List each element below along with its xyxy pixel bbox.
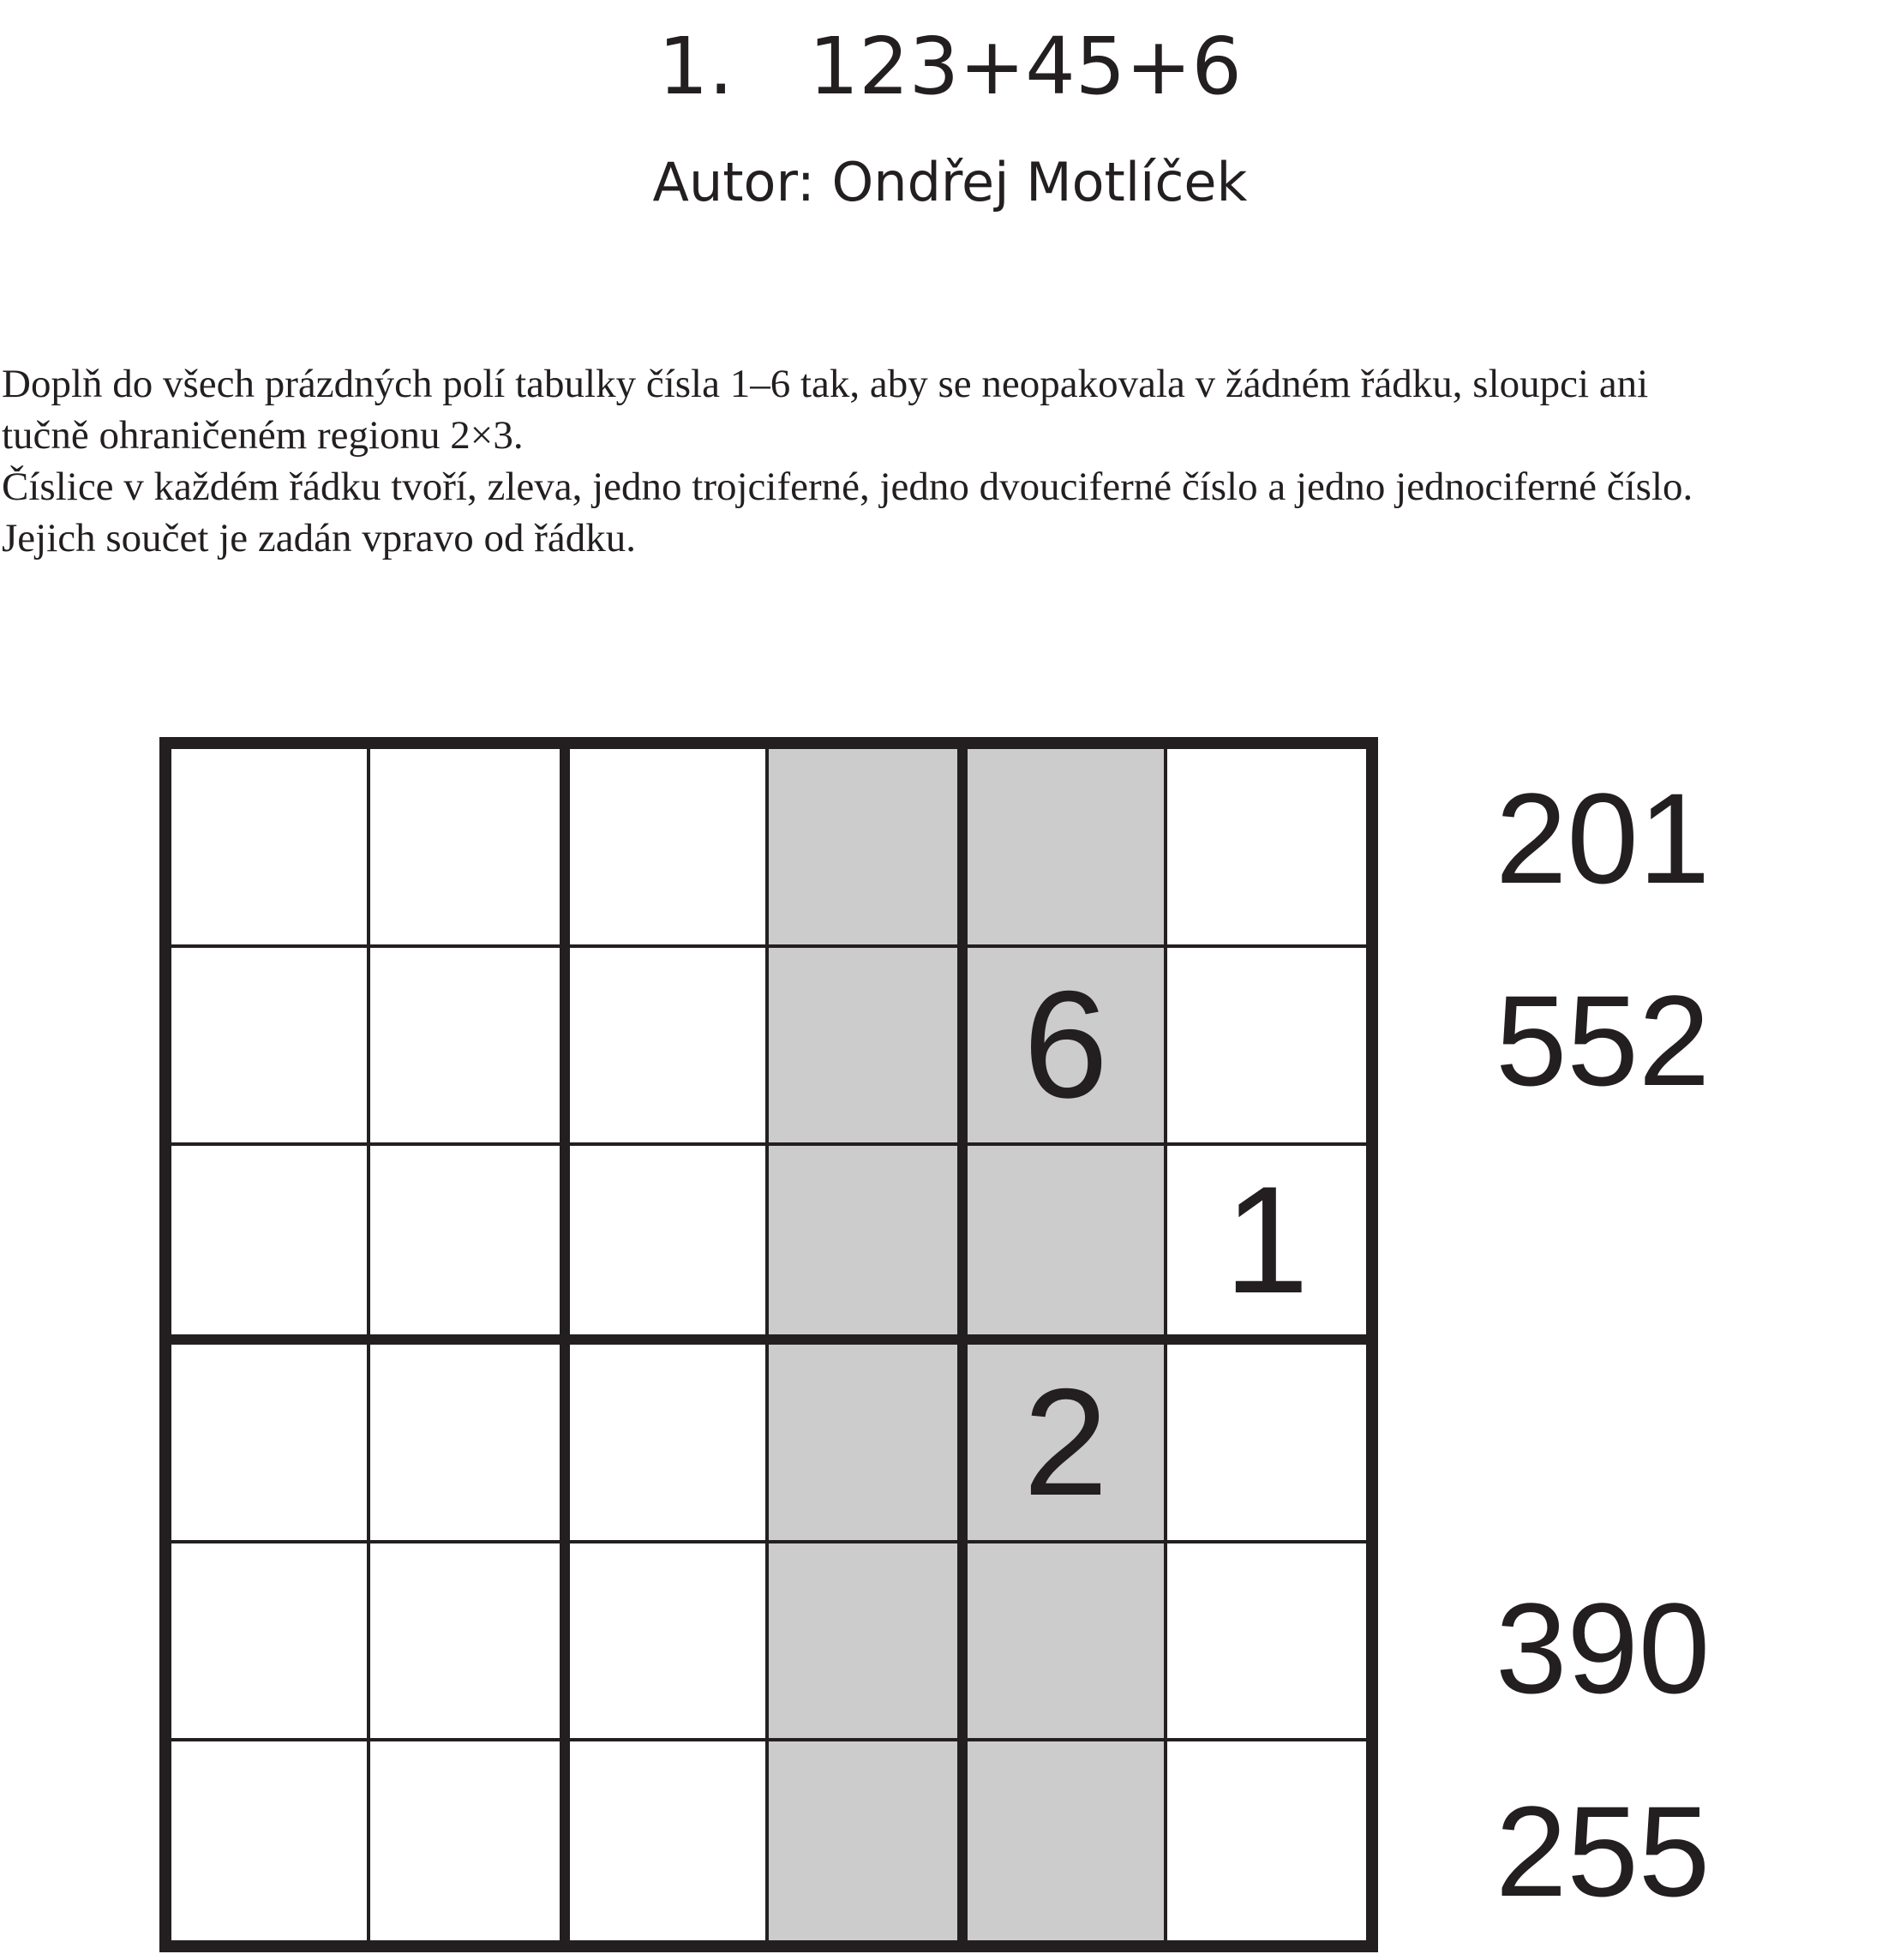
rules-line: tučně ohraničeném regionu 2×3. — [2, 413, 524, 458]
grid-cell-r4-c4[interactable] — [769, 1345, 968, 1543]
row-sum-3 — [1495, 1142, 1838, 1345]
rules-line: Doplň do všech prázdných polí tabulky čísla 1–6 tak, aby se neopakovala v žádném řádku, sloupci ani — [2, 362, 1649, 406]
grid-cell-r4-c1[interactable] — [171, 1345, 370, 1543]
grid-cell-r2-c5[interactable]: 6 — [968, 948, 1166, 1147]
grid-cell-r3-c1[interactable] — [171, 1146, 370, 1345]
grid-cell-r2-c4[interactable] — [769, 948, 968, 1147]
grid-cell-r5-c5[interactable] — [968, 1543, 1166, 1742]
grid-cell-r2-c1[interactable] — [171, 948, 370, 1147]
grid-cell-r3-c3[interactable] — [570, 1146, 769, 1345]
grid-cell-r1-c3[interactable] — [570, 749, 769, 948]
grid-cell-r6-c2[interactable] — [370, 1741, 569, 1940]
grid-cell-r3-c2[interactable] — [370, 1146, 569, 1345]
row-sum-4 — [1495, 1345, 1838, 1547]
grid-cell-r6-c3[interactable] — [570, 1741, 769, 1940]
grid-cell-r5-c2[interactable] — [370, 1543, 569, 1742]
grid-cell-r1-c4[interactable] — [769, 749, 968, 948]
grid-cell-r1-c1[interactable] — [171, 749, 370, 948]
sudoku-grid — [159, 737, 1378, 1952]
row-sum-5: 390 — [1495, 1576, 1711, 1721]
rules-text — [2, 358, 1900, 564]
row-sum-1: 201 — [1495, 766, 1711, 910]
rules-line: Číslice v každém řádku tvoří, zleva, jedno trojciferné, jedno dvouciferné číslo a jedno jednociferné číslo. — [2, 465, 1693, 509]
puzzle-name: 123+45+6 — [808, 21, 1242, 112]
grid-cell-r4-c3[interactable] — [570, 1345, 769, 1543]
grid-cell-r1-c6[interactable] — [1167, 749, 1366, 948]
grid-cell-r3-c6[interactable]: 1 — [1167, 1146, 1366, 1345]
grid-cell-r5-c1[interactable] — [171, 1543, 370, 1742]
puzzle-title — [0, 15, 1900, 118]
rules-line: Jejich součet je zadán vpravo od řádku. — [2, 516, 636, 560]
row-sum-6: 255 — [1495, 1778, 1711, 1923]
grid-cell-r4-c6[interactable] — [1167, 1345, 1366, 1543]
puzzle-author: Autor: Ondřej Motlíček — [652, 151, 1248, 213]
grid-cell-r3-c4[interactable] — [769, 1146, 968, 1345]
grid-cell-r6-c5[interactable] — [968, 1741, 1166, 1940]
grid-cell-r2-c2[interactable] — [370, 948, 569, 1147]
grid-cell-r4-c2[interactable] — [370, 1345, 569, 1543]
grid-cell-r6-c4[interactable] — [769, 1741, 968, 1940]
grid-cell-r3-c5[interactable] — [968, 1146, 1166, 1345]
puzzle-number: 1. — [658, 21, 734, 112]
grid-cell-r2-c3[interactable] — [570, 948, 769, 1147]
grid-cell-r5-c6[interactable] — [1167, 1543, 1366, 1742]
grid-cell-r2-c6[interactable] — [1167, 948, 1366, 1147]
grid-cell-r6-c1[interactable] — [171, 1741, 370, 1940]
row-sums — [1495, 737, 1838, 1952]
grid-cell-r6-c6[interactable] — [1167, 1741, 1366, 1940]
grid-cell-r4-c5[interactable]: 2 — [968, 1345, 1166, 1543]
grid-cell-r5-c4[interactable] — [769, 1543, 968, 1742]
grid-cell-r5-c3[interactable] — [570, 1543, 769, 1742]
grid-cell-r1-c2[interactable] — [370, 749, 569, 948]
row-sum-2: 552 — [1495, 968, 1711, 1113]
grid-cell-r1-c5[interactable] — [968, 749, 1166, 948]
